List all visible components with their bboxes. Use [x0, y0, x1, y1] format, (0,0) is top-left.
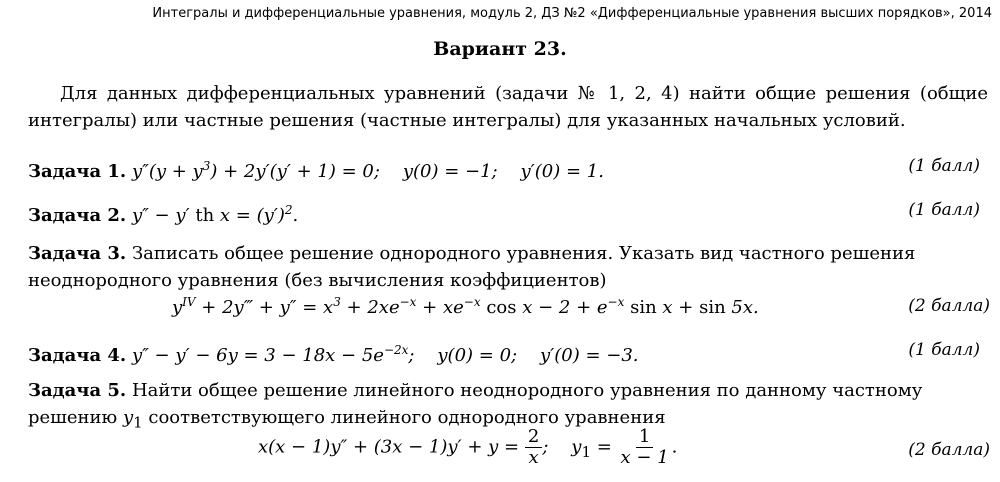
problem-5-equation: x(x − 1)y″ + (3x − 1)y′ + y = $\frac{2}{x}$ ; $y_1$ = $\frac{1}{x - 1}$ .: [258, 426, 678, 468]
problem-1-points: (1 балл): [908, 156, 980, 176]
intro-text: Для данных дифференциальных уравнений (задачи № 1, 2, 4) найти общие решения (общие интегралы) или частные решения (частные интегралы) для указанных начальных условий.: [28, 83, 988, 131]
page-header: Интегралы и дифференциальные уравнения, модуль 2, ДЗ №2 «Дифференциальные уравнения высших порядков», 2014: [152, 6, 992, 21]
problem-3-equation: $y^{IV}$ + 2y‴ + $y'' = x^3 + 2xe^{-x} + xe^{-x}$ $\cos x - 2 + e^{-x}$ sin x + sin 5x.: [172, 295, 759, 318]
problem-4-label: Задача 4.: [28, 345, 127, 366]
problem-4-points: (1 балл): [908, 340, 980, 360]
problem-5-label: Задача 5.: [28, 380, 127, 401]
problem-3: [28, 240, 990, 294]
fraction-1-over-x-minus-1: $\frac{1}{x - 1}$: [620, 426, 669, 468]
problem-1: [28, 153, 990, 185]
problem-2-label: Задача 2.: [28, 205, 127, 226]
problem-2-equation: y″ − y′ th $x = (y')^2$.: [131, 203, 299, 226]
variant-title: Вариант 23.: [433, 38, 567, 60]
problem-3-points: (2 балла): [908, 296, 990, 316]
problem-1-label: Задача 1.: [28, 161, 127, 182]
problem-3-text: Записать общее решение однородного уравнения. Указать вид частного решения неоднородного уравнения (без вычисления коэффициентов): [28, 243, 916, 291]
problem-2: [28, 197, 990, 229]
problem-4-equation: $y'' - y' - 6y = 3 - 18x - 5e^{-2x}$; y(0) = 0; y′(0) = −3.: [131, 343, 639, 366]
problem-5-points: (2 балла): [908, 440, 990, 460]
fraction-2-over-x: $\frac{2}{x}$: [525, 427, 542, 468]
problem-5-text: Найти общее решение линейного неоднородного уравнения по данному частному решению $y_1$ соответствующего линейного однородного уравнения: [28, 380, 923, 432]
problem-1-equation: $y''(y + y^3) + 2y'(y' + 1) = 0$; y(0) = −1; y′(0) = 1.: [131, 159, 604, 182]
problem-2-points: (1 балл): [908, 200, 980, 220]
problem-3-label: Задача 3.: [28, 243, 127, 264]
problem-4: [28, 337, 990, 369]
